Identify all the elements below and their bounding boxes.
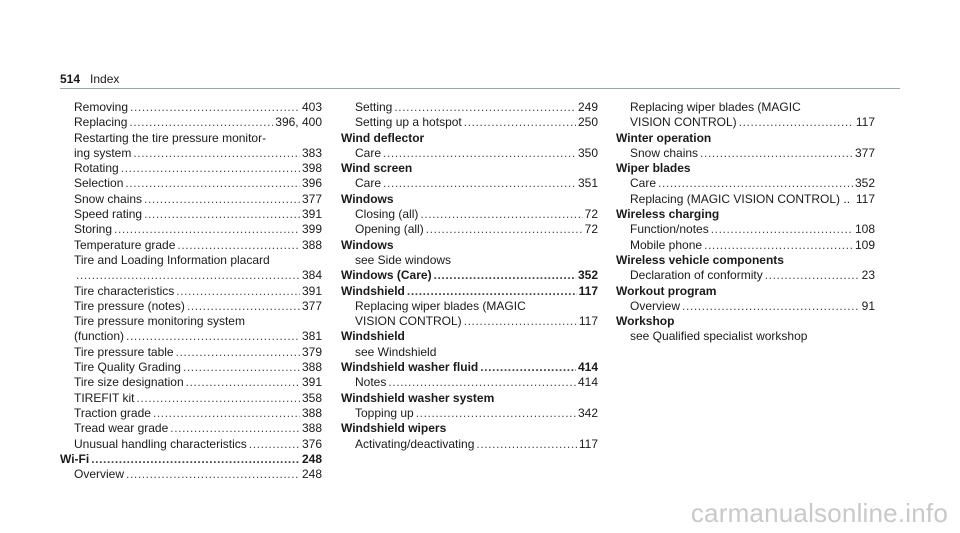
dot-leader: [388, 375, 576, 390]
index-entry: [60, 207, 322, 222]
dot-leader: [704, 238, 853, 253]
page-reference[interactable]: 391: [301, 375, 322, 390]
entry-term: Restarting the tire pressure monitor-: [74, 130, 267, 145]
entry-term: TIREFIT kit: [74, 390, 135, 405]
entry-term: Notes: [355, 375, 387, 390]
entry-term: Tire characteristics: [74, 283, 175, 298]
entry-term: Wiper blades: [616, 161, 691, 176]
entry-term: Setting: [355, 100, 393, 114]
index-entry-heading: [341, 238, 598, 253]
entry-term: Wireless vehicle components: [616, 252, 784, 267]
dot-leader: [114, 222, 300, 237]
page-reference[interactable]: 388: [301, 421, 322, 436]
index-entry: [341, 176, 598, 191]
entry-term: Activating/deactivating: [355, 436, 475, 451]
entry-term: Unusual handling characteristics: [74, 436, 247, 451]
index-entry: [60, 131, 322, 146]
entry-term: Tread wear grade: [74, 421, 169, 436]
entry-term: Tire pressure table: [74, 344, 174, 359]
index-entry: [616, 329, 875, 344]
page-reference[interactable]: 388: [301, 360, 322, 375]
entry-term: Traction grade: [74, 405, 151, 420]
section-title: Index: [90, 72, 120, 86]
page-reference[interactable]: 388: [301, 405, 322, 420]
dot-leader: [133, 146, 300, 161]
index-entry: [60, 406, 322, 421]
index-entry: [341, 375, 598, 390]
index-entry: [341, 253, 598, 268]
index-entry: [616, 238, 875, 253]
page-reference[interactable]: 388: [301, 237, 322, 252]
index-entry-heading: [341, 192, 598, 207]
dot-leader: [144, 192, 300, 207]
index-entry-heading: [616, 253, 875, 268]
entry-term: Tire and Loading Information placard: [74, 252, 270, 267]
entry-term: Tire pressure (notes): [74, 298, 185, 313]
index-entry: [60, 222, 322, 237]
entry-term: Selection: [74, 176, 124, 191]
index-entry: [616, 299, 875, 314]
page-reference[interactable]: 377: [301, 298, 322, 313]
entry-term: VISION CONTROL): [630, 115, 737, 130]
page-reference[interactable]: 398: [301, 161, 322, 176]
index-entry: [60, 299, 322, 314]
entry-term: Overview: [74, 467, 125, 482]
entry-term: see Qualified specialist workshop: [630, 329, 808, 344]
index-entry: [60, 421, 322, 436]
index-entry-heading: [341, 391, 598, 406]
entry-term: Replacing (MAGIC VISION CONTROL) ..: [630, 191, 851, 206]
index-entry-heading: [616, 314, 875, 329]
dot-leader: [121, 161, 300, 176]
dot-leader: [682, 299, 860, 314]
index-entry-heading: [341, 329, 598, 344]
index-entry: [341, 146, 598, 161]
entry-term: Replacing wiper blades (MAGIC: [630, 100, 801, 114]
dot-leader: [700, 146, 853, 161]
page-header: [60, 72, 119, 86]
dot-leader: [464, 115, 576, 130]
index-entry: [616, 100, 875, 115]
dot-leader: [765, 268, 860, 283]
page-reference[interactable]: 117: [578, 283, 598, 298]
index-entry-heading: [616, 161, 875, 176]
index-entry: [60, 314, 322, 329]
index-entry: [341, 222, 598, 237]
index-entry: [341, 345, 598, 360]
dot-leader: [711, 222, 853, 237]
entry-term: Snow chains: [630, 145, 699, 160]
index-entry: [616, 222, 875, 237]
index-entry: [341, 314, 598, 329]
index-entry-heading: [341, 360, 598, 375]
dot-leader: [739, 115, 854, 130]
index-entry: [60, 360, 322, 375]
dot-leader: [176, 284, 300, 299]
entry-term: (function): [74, 329, 125, 344]
page-reference[interactable]: 391: [301, 283, 322, 298]
index-entry: [341, 406, 598, 421]
page-number: 514: [60, 72, 81, 86]
index-entry: [60, 161, 322, 176]
entry-term: Wi-Fi: [60, 451, 90, 466]
entry-term: Mobile phone: [630, 237, 703, 252]
index-column-2: [341, 100, 598, 452]
entry-term: Workout program: [616, 283, 717, 298]
index-entry: [60, 391, 322, 406]
page-reference[interactable]: 403: [301, 100, 322, 114]
entry-term: Replacing: [74, 115, 128, 130]
dot-leader: [480, 360, 576, 375]
dot-leader: [383, 176, 576, 191]
index-entry-heading: [616, 207, 875, 222]
dot-leader: [76, 268, 300, 283]
index-entry-heading: [341, 161, 598, 176]
entry-term: Topping up: [355, 405, 414, 420]
dot-leader: [144, 207, 300, 222]
index-entry: [60, 253, 322, 268]
entry-term: Setting up a hotspot: [355, 115, 462, 130]
page-reference[interactable]: 399: [301, 222, 322, 237]
dot-leader: [91, 452, 300, 467]
page-reference[interactable]: 379: [301, 344, 322, 359]
page-reference[interactable]: 396, 400: [275, 115, 322, 130]
entry-term: Windows: [341, 191, 394, 206]
index-entry-heading: [341, 421, 598, 436]
index-entry: [60, 375, 322, 390]
dot-leader: [186, 375, 300, 390]
dot-leader: [126, 467, 300, 482]
dot-leader: [464, 314, 577, 329]
page-reference[interactable]: 358: [301, 390, 322, 405]
header-divider: [60, 88, 900, 89]
entry-term: Wind deflector: [341, 130, 425, 145]
index-entry-heading: [616, 131, 875, 146]
page-reference[interactable]: 396: [301, 176, 322, 191]
index-entry: [341, 299, 598, 314]
dot-leader: [249, 437, 300, 452]
entry-term: Tire size designation: [74, 375, 184, 390]
entry-term: Declaration of conformity: [630, 268, 763, 283]
index-entry: [60, 176, 322, 191]
entry-term: Tire pressure monitoring system: [74, 314, 245, 329]
entry-term: Windows: [341, 237, 394, 252]
entry-term: Opening (all): [355, 222, 424, 237]
index-entry: [60, 192, 322, 207]
entry-term: Windshield: [341, 329, 405, 344]
page-reference[interactable]: 384: [301, 268, 322, 283]
index-entry: [616, 146, 875, 161]
entry-term: Care: [630, 176, 657, 191]
page-reference[interactable]: 391: [301, 207, 322, 222]
dot-leader: [183, 360, 300, 375]
page-reference[interactable]: 249: [577, 100, 598, 114]
entry-term: Winter operation: [616, 130, 712, 145]
dot-leader: [658, 176, 853, 191]
index-entry: [60, 329, 322, 344]
index-entry: [616, 192, 875, 207]
index-entry-heading: [60, 452, 322, 467]
page-reference[interactable]: 109: [854, 237, 875, 252]
dot-leader: [153, 406, 300, 421]
dot-leader: [177, 238, 300, 253]
page-reference[interactable]: 117: [578, 314, 598, 329]
page-reference[interactable]: 91: [861, 298, 875, 313]
entry-term: Rotating: [74, 161, 119, 176]
page-reference[interactable]: 351: [577, 176, 598, 191]
page-reference[interactable]: 352: [854, 176, 875, 191]
page-reference[interactable]: 248: [301, 467, 322, 482]
index-entry: [616, 115, 875, 130]
dot-leader: [136, 391, 300, 406]
index-entry: [60, 100, 322, 115]
dot-leader: [176, 345, 300, 360]
index-entry: [60, 238, 322, 253]
dot-leader: [130, 100, 300, 115]
index-entry-heading: [341, 284, 598, 299]
entry-term: Wind screen: [341, 161, 413, 176]
index-entry: [60, 146, 322, 161]
entry-term: Speed rating: [74, 207, 143, 222]
dot-leader: [126, 329, 300, 344]
index-entry: [60, 284, 322, 299]
index-entry: [341, 207, 598, 222]
index-entry: [60, 268, 322, 283]
entry-term: Temperature grade: [74, 237, 176, 252]
page-reference[interactable]: 117: [578, 436, 598, 451]
index-entry: [60, 467, 322, 482]
page-reference[interactable]: 352: [577, 268, 598, 283]
dot-leader: [129, 115, 273, 130]
page-reference[interactable]: 108: [854, 222, 875, 237]
watermark: carmanualsonline.info: [690, 498, 948, 528]
page-reference[interactable]: 72: [584, 222, 598, 237]
entry-term: Closing (all): [355, 207, 419, 222]
index-entry: [341, 100, 598, 115]
dot-leader: [407, 284, 577, 299]
dot-leader: [394, 100, 576, 115]
entry-term: VISION CONTROL): [355, 314, 462, 329]
entry-term: Snow chains: [74, 191, 143, 206]
entry-term: Function/notes: [630, 222, 709, 237]
entry-term: Windows (Care): [341, 268, 432, 283]
index-entry: [616, 176, 875, 191]
page-reference[interactable]: 381: [301, 329, 322, 344]
entry-term: Care: [355, 176, 382, 191]
dot-leader: [434, 268, 576, 283]
page-reference[interactable]: 117: [855, 191, 875, 206]
index-entry: [341, 437, 598, 452]
index-column-3: [616, 100, 875, 345]
page-reference[interactable]: 414: [577, 360, 598, 375]
dot-leader: [187, 299, 300, 314]
entry-term: Replacing wiper blades (MAGIC: [355, 298, 526, 313]
index-entry-heading: [341, 268, 598, 283]
entry-term: Windshield washer system: [341, 390, 495, 405]
dot-leader: [383, 146, 576, 161]
index-entry: [60, 345, 322, 360]
dot-leader: [125, 176, 300, 191]
index-entry: [341, 115, 598, 130]
index-entry-heading: [616, 284, 875, 299]
entry-term: Workshop: [616, 314, 675, 329]
page-reference[interactable]: 376: [301, 436, 322, 451]
page-reference[interactable]: 72: [584, 207, 598, 222]
page-reference[interactable]: 377: [854, 145, 875, 160]
page-reference[interactable]: 377: [301, 191, 322, 206]
dot-leader: [426, 222, 583, 237]
entry-term: Overview: [630, 298, 681, 313]
page-reference[interactable]: 250: [577, 115, 598, 130]
page-reference[interactable]: 117: [855, 115, 875, 130]
index-entry-heading: [341, 131, 598, 146]
page-reference[interactable]: 248: [301, 451, 322, 466]
index-entry: [60, 115, 322, 130]
entry-term: Wireless charging: [616, 207, 720, 222]
index-column-1: [60, 100, 322, 482]
page-reference[interactable]: 350: [577, 145, 598, 160]
entry-term: Storing: [74, 222, 113, 237]
page-reference[interactable]: 342: [577, 405, 598, 420]
page-reference[interactable]: 414: [577, 375, 598, 390]
entry-term: see Side windows: [355, 252, 452, 267]
dot-leader: [416, 406, 576, 421]
entry-term: Windshield wipers: [341, 421, 447, 436]
index-entry: [616, 268, 875, 283]
dot-leader: [170, 421, 300, 436]
entry-term: Windshield: [341, 283, 405, 298]
entry-term: Tire Quality Grading: [74, 360, 181, 375]
dot-leader: [420, 207, 582, 222]
index-entry: [60, 437, 322, 452]
entry-term: Removing: [74, 100, 129, 114]
page-reference[interactable]: 23: [861, 268, 875, 283]
entry-term: Care: [355, 145, 382, 160]
dot-leader: [476, 437, 576, 452]
entry-term: ing system: [74, 145, 132, 160]
page-reference[interactable]: 383: [301, 145, 322, 160]
entry-term: see Windshield: [355, 344, 437, 359]
entry-term: Windshield washer fluid: [341, 360, 479, 375]
